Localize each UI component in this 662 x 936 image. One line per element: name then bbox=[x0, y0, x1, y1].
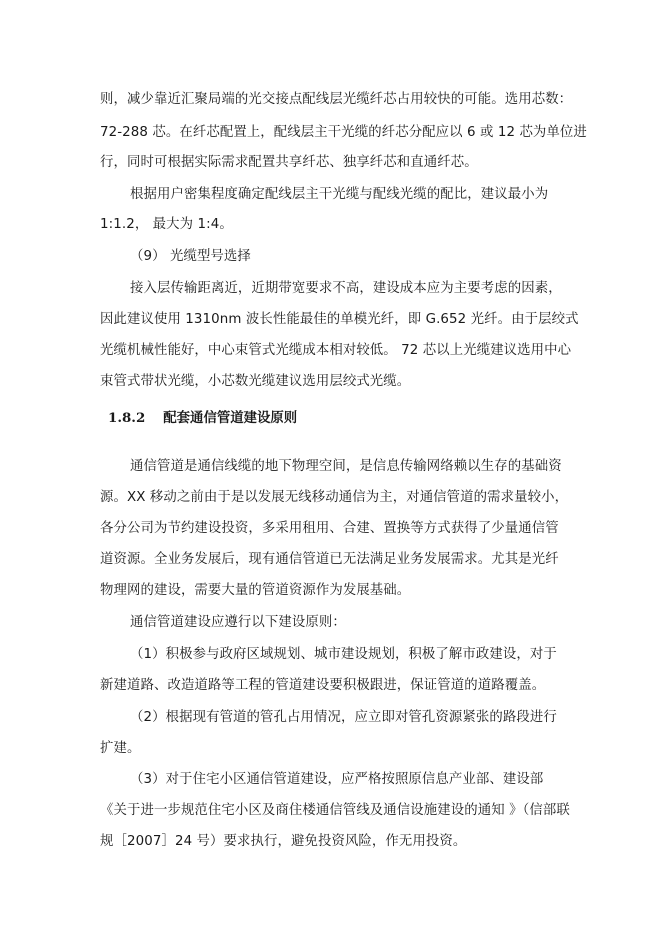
section-title: 配套通信管道建设原则 bbox=[163, 410, 298, 426]
body-line: 根据用户密集程度确定配线层主干光缆与配线光缆的配比，建议最小为 bbox=[130, 187, 549, 202]
body-line: 物理网的建设，需要大量的管道资源作为发展基础。 bbox=[100, 583, 411, 598]
body-line: 则，减少靠近汇聚局端的光交接点配线层光缆纤芯占用较快的可能。选用芯数： bbox=[100, 92, 573, 107]
body-line: 《关于进一步规范住宅小区及商住楼通信管线及通信设施建设的通知 》（信部联 bbox=[100, 803, 570, 818]
body-line: 通信管道是通信线缆的地下物理空间，是信息传输网络赖以生存的基础资 bbox=[130, 459, 562, 474]
body-line: （2）根据现有管道的管孔占用情况，应立即对管孔资源紧张的路段进行 bbox=[130, 710, 557, 725]
body-line: 道资源。全业务发展后，现有通信管道已无法满足业务发展需求。尤其是光纤 bbox=[100, 552, 559, 567]
body-line: 通信管道建设应遵行以下建设原则： bbox=[130, 615, 346, 630]
body-line: 因此建议使用 1310nm 波长性能最佳的单模光纤，即 G.652 光纤。由于层绞式 bbox=[100, 312, 579, 327]
body-line: 扩建。 bbox=[100, 741, 141, 756]
body-line: 束管式带状光缆，小芯数光缆建议选用层绞式光缆。 bbox=[100, 374, 411, 389]
body-line: 源。XX 移动之前由于是以发展无线移动通信为主，对通信管道的需求量较小， bbox=[100, 490, 569, 505]
section-number: 1.8.2 bbox=[108, 410, 146, 426]
body-line: 接入层传输距离近，近期带宽要求不高，建设成本应为主要考虑的因素， bbox=[130, 281, 562, 296]
body-line: （1）积极参与政府区域规划、城市建设规划，积极了解市政建设，对于 bbox=[130, 647, 557, 662]
body-line: 各分公司为节约建设投资，多采用租用、合建、置换等方式获得了少量通信管 bbox=[100, 521, 559, 536]
subsection-title: （9） 光缆型号选择 bbox=[130, 249, 251, 264]
body-line: 规［2007］24 号）要求执行，避免投资风险，作无用投资。 bbox=[100, 834, 467, 849]
body-line: 1:1.2， 最大为 1:4。 bbox=[100, 217, 233, 232]
body-line: 新建道路、改造道路等工程的管道建设要积极跟进，保证管道的道路覆盖。 bbox=[100, 678, 546, 693]
section-heading bbox=[108, 409, 297, 427]
body-line: 72-288 芯。在纤芯配置上，配线层主干光缆的纤芯分配应以 6 或 12 芯为单位进 bbox=[100, 125, 587, 140]
body-line: （3）对于住宅小区通信管道建设，应严格按照原信息产业部、建设部 bbox=[130, 772, 544, 787]
body-line: 光缆机械性能好，中心束管式光缆成本相对较低。 72 芯以上光缆建议选用中心 bbox=[100, 343, 572, 358]
body-line: 行，同时可根据实际需求配置共享纤芯、独享纤芯和直通纤芯。 bbox=[100, 155, 478, 170]
